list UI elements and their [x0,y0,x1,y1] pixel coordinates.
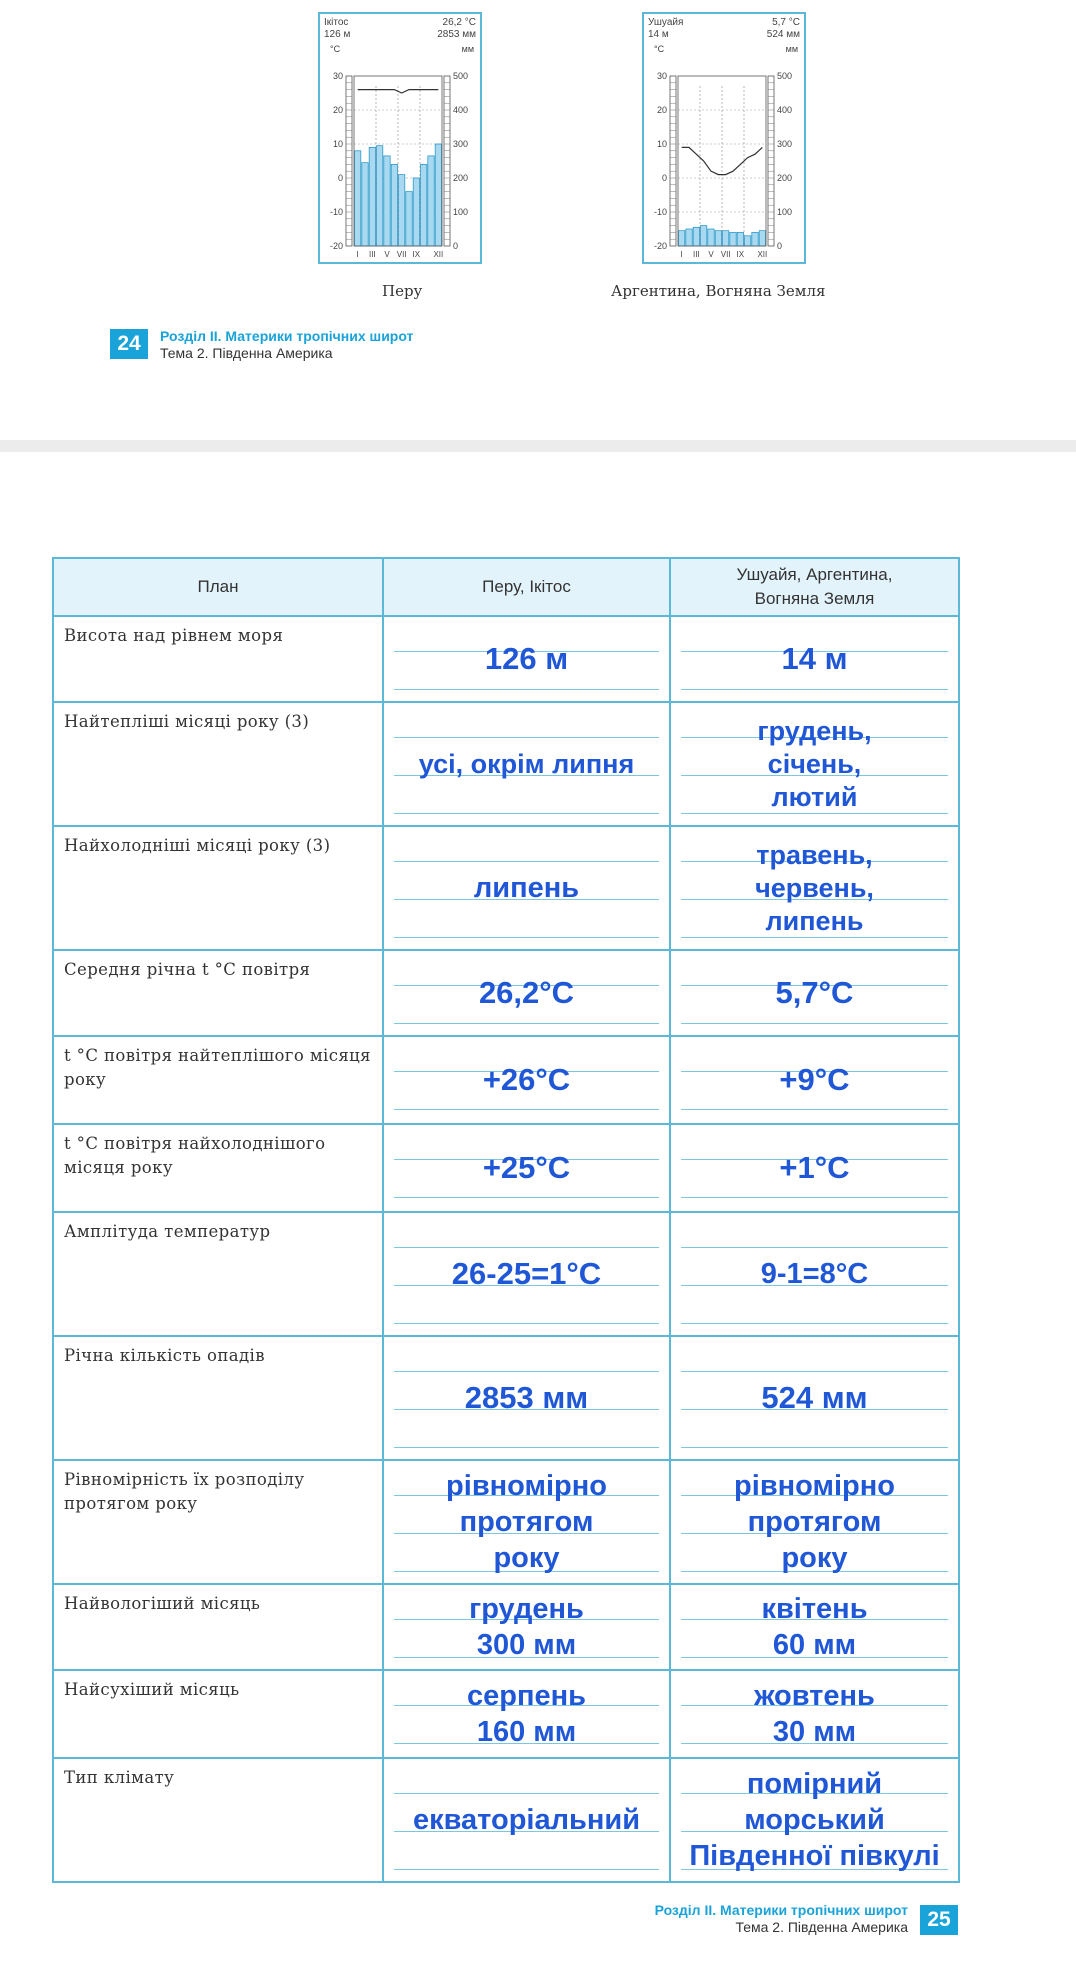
precipitation-bar [708,229,714,246]
month-tick-label: V [384,250,390,259]
precipitation-bar [701,226,707,246]
temp-tick-label: 20 [656,105,667,115]
row-label: Найтепліші місяці року (3) [53,702,383,826]
row-label: Найсухіший місяць [53,1670,383,1758]
handwritten-answer: липень [473,872,580,904]
table-row [53,1460,959,1584]
precipitation-bar [399,175,405,246]
precip-unit: мм [461,44,474,54]
footer-topic: Тема 2. Південна Америка [160,345,333,361]
answer-cell-peru[interactable] [383,1758,670,1882]
month-tick-label: III [692,250,700,259]
precip-tick-label: 500 [453,71,469,81]
handwritten-answer: 2853 мм [464,1380,589,1415]
temp-tick-label: 30 [332,71,343,81]
precip-tick-label: 200 [777,173,793,183]
month-tick-label: III [368,250,376,259]
page-footer-25 [638,1902,958,1942]
precipitation-bar [686,229,692,246]
handwritten-answer: +9°С [779,1062,850,1097]
annual-precipitation: 524 мм [766,29,800,40]
answer-cell-peru[interactable] [383,1036,670,1124]
table-row [53,1670,959,1758]
precipitation-bar [421,164,427,246]
answer-cell-peru[interactable] [383,616,670,702]
precip-tick-label: 400 [777,105,793,115]
handwritten-answer: 14 м [781,641,848,676]
answer-cell-peru[interactable] [383,826,670,950]
answer-cell-argentina[interactable] [670,826,959,950]
temp-unit: °C [330,44,341,54]
temp-tick-label: 20 [332,105,343,115]
table-row [53,1336,959,1460]
climate-chart-ushuaia-svg [644,14,804,262]
answer-cell-peru[interactable] [383,1460,670,1584]
chart-caption-peru: Перу [382,282,423,300]
page-divider [0,440,1076,452]
handwritten-answer: серпень 160 мм [467,1680,586,1748]
answer-cell-peru[interactable] [383,1670,670,1758]
precipitation-bar [362,163,368,246]
handwritten-answer: усі, окрім липня [418,748,635,779]
climate-chart-iquitos-svg [320,14,480,262]
annual-precipitation: 2853 мм [437,29,476,40]
plot-frame [678,76,766,246]
temp-tick-label: 0 [661,173,667,183]
table-row [53,1212,959,1336]
header-plan: План [53,558,383,616]
answer-cell-peru[interactable] [383,950,670,1036]
month-tick-label: XII [757,250,768,259]
precipitation-bar [752,232,758,246]
answer-cell-argentina[interactable] [670,616,959,702]
answer-cell-peru[interactable] [383,1336,670,1460]
handwritten-answer: рівномірно протягом року [446,1470,607,1574]
temp-scale-strip [670,76,676,246]
precip-tick-label: 0 [453,241,459,251]
handwritten-answer: помірний морський Південної півкулі [689,1768,940,1872]
precipitation-bar [428,156,434,246]
precip-tick-label: 100 [453,207,469,217]
table-row [53,1758,959,1882]
handwritten-answer: +26°С [482,1062,571,1097]
row-label: Амплітуда температур [53,1212,383,1336]
precipitation-bar [679,231,685,246]
precipitation-bar [759,231,765,246]
table-row [53,616,959,702]
precip-tick-label: 400 [453,105,469,115]
handwritten-answer: жовтень 30 мм [754,1680,875,1748]
answer-cell-peru[interactable] [383,1584,670,1670]
answer-cell-peru[interactable] [383,1212,670,1336]
handwritten-answer: 9-1=8°С [760,1258,869,1290]
table-row [53,826,959,950]
station-name: Ушуайя [648,17,684,28]
month-tick-label: IX [412,250,421,259]
precip-tick-label: 200 [453,173,469,183]
station-elevation: 126 м [324,29,351,40]
handwritten-answer: 524 мм [761,1380,868,1415]
precipitation-bar [693,227,699,246]
precipitation-bar [377,146,383,246]
precip-tick-label: 300 [777,139,793,149]
month-tick-label: VII [396,250,407,259]
handwritten-answer: екваторіальний [412,1804,641,1836]
precipitation-bar [413,178,419,246]
month-tick-label: IX [736,250,745,259]
handwritten-answer: рівномірно протягом року [734,1470,895,1574]
answer-cell-argentina[interactable] [670,1336,959,1460]
handwritten-answer: 26,2°С [478,975,575,1010]
handwritten-answer: грудень, січень, лютий [757,715,872,812]
row-label: Тип клімату [53,1758,383,1882]
answer-cell-argentina[interactable] [670,1670,959,1758]
answer-cell-argentina[interactable] [670,1758,959,1882]
precipitation-bar [723,231,729,246]
answer-cell-argentina[interactable] [670,702,959,826]
temp-tick-label: 10 [656,139,667,149]
temp-tick-label: -10 [329,207,343,217]
answer-cell-peru[interactable] [383,702,670,826]
answer-cell-argentina[interactable] [670,1584,959,1670]
precipitation-bar [406,192,412,246]
station-name: Ікітос [324,17,349,28]
precipitation-bar [435,144,441,246]
precip-scale-strip [444,76,450,246]
precip-tick-label: 0 [777,241,783,251]
answer-cell-argentina[interactable] [670,1460,959,1584]
climate-chart-ushuaia [642,12,806,264]
precipitation-bar [384,156,390,246]
precipitation-bar [745,236,751,246]
month-tick-label: I [680,250,683,259]
precip-tick-label: 300 [453,139,469,149]
precipitation-bar [730,232,736,246]
precipitation-bar [391,164,397,246]
month-tick-label: I [356,250,359,259]
handwritten-answer: +1°С [779,1150,850,1185]
table-row [53,1124,959,1212]
handwritten-answer: 5,7°С [775,975,854,1010]
footer-section-title: Розділ ІІ. Материки тропічних широт [654,1902,908,1918]
climate-chart-iquitos [318,12,482,264]
mean-temperature: 26,2 °C [442,17,476,28]
row-label: Висота над рівнем моря [53,616,383,702]
handwritten-answer: 126 м [484,641,569,676]
chart-caption-argentina: Аргентина, Вогняна Земля [611,282,826,300]
precip-tick-label: 100 [777,207,793,217]
handwritten-answer: 26-25=1°С [451,1256,602,1291]
row-label: t °С повітря найтеплішого місяця року [53,1036,383,1124]
precipitation-bar [369,147,375,246]
temp-tick-label: -20 [653,241,667,251]
precip-scale-strip [768,76,774,246]
temp-tick-label: 10 [332,139,343,149]
mean-temperature: 5,7 °C [772,17,800,28]
page-number-badge: 25 [920,1905,958,1935]
table-row [53,702,959,826]
footer-section-title: Розділ ІІ. Материки тропічних широт [160,328,414,344]
month-tick-label: V [708,250,714,259]
temp-unit: °C [654,44,665,54]
row-label: Рівномірність їх розподілу протягом року [53,1460,383,1584]
answer-cell-argentina[interactable] [670,1212,959,1336]
temp-tick-label: -20 [329,241,343,251]
precipitation-bar [737,232,743,246]
textbook-page-24 [0,0,1076,440]
row-label: Найхолодніші місяці року (3) [53,826,383,950]
header-peru: Перу, Ікітос [383,558,670,616]
footer-topic: Тема 2. Південна Америка [735,1919,908,1935]
temp-tick-label: 0 [337,173,343,183]
climate-plan-table [52,557,960,1883]
precip-unit: мм [785,44,798,54]
row-label: Річна кількість опадів [53,1336,383,1460]
header-argentina: Ушуайя, Аргентина, Вогняна Земля [670,558,959,616]
answer-cell-argentina[interactable] [670,1124,959,1212]
answer-cell-peru[interactable] [383,1124,670,1212]
temp-tick-label: 30 [656,71,667,81]
handwritten-answer: травень, червень, липень [755,839,874,936]
handwritten-answer: квітень 60 мм [761,1593,868,1661]
answer-cell-argentina[interactable] [670,950,959,1036]
row-label: Найвологіший місяць [53,1584,383,1670]
handwritten-answer: грудень 300 мм [469,1593,584,1661]
month-tick-label: XII [433,250,444,259]
handwritten-answer: +25°С [482,1150,571,1185]
temp-scale-strip [346,76,352,246]
month-tick-label: VII [720,250,731,259]
temp-tick-label: -10 [653,207,667,217]
table-row [53,1036,959,1124]
station-elevation: 14 м [648,29,669,40]
precip-tick-label: 500 [777,71,793,81]
precipitation-bar [715,231,721,246]
table-header-row [53,558,959,616]
textbook-page-25 [0,452,1076,1962]
precipitation-bar [355,151,361,246]
page-number-badge: 24 [110,329,148,359]
row-label: t °С повітря найхолоднішого місяця року [53,1124,383,1212]
table-row [53,1584,959,1670]
answer-cell-argentina[interactable] [670,1036,959,1124]
table-row [53,950,959,1036]
row-label: Середня річна t °С повітря [53,950,383,1036]
